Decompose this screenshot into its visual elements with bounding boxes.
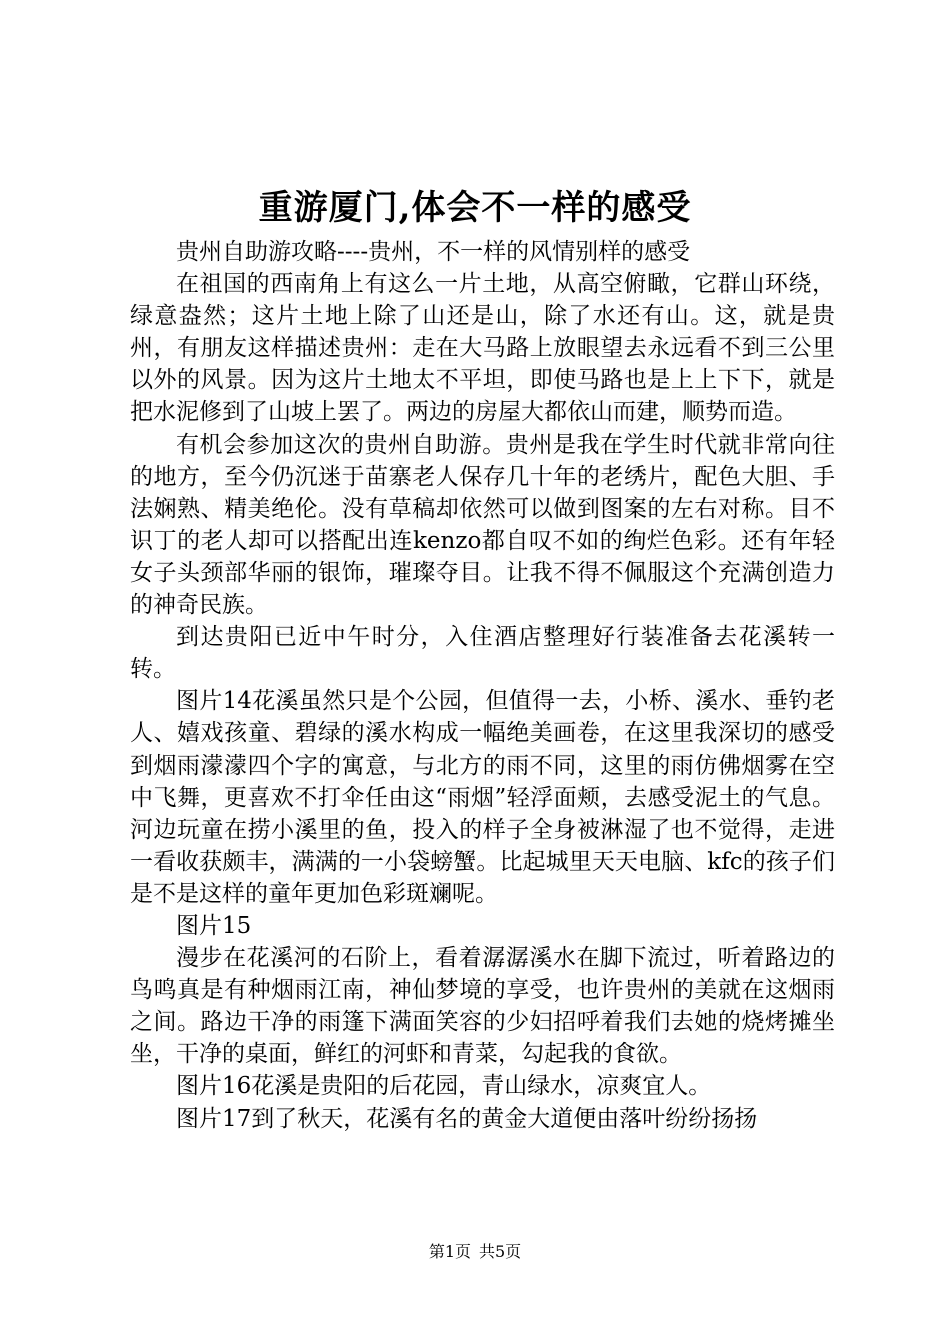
paragraph-8: 图片16花溪是贵阳的后花园，青山绿水，凉爽宜人。 xyxy=(176,1073,712,1100)
paragraph-3: 有机会参加这次的贵州自助游。贵州是我在学生时代就非常向往的地方，至今仍沉迷于苗寨老人保存几十年的老绣片，配色大胆、手法娴熟、精美绝伦。没有草稿却依然可以做到图案的左右对称。目不识丁的老人却可以搭配出连kenzo都自叹不如的绚烂色彩。还有年轻女子头颈部华丽的银饰，璀璨夺目。让我不得不佩服这个充满创造力的神奇民族。 xyxy=(130,431,835,619)
document-title: 重游厦门,体会不一样的感受 xyxy=(258,188,692,228)
document-body xyxy=(130,236,835,1135)
paragraph-9: 图片17到了秋天，花溪有名的黄金大道便由落叶纷纷扬扬 xyxy=(176,1105,758,1132)
paragraph-1: 贵州自助游攻略----贵州，不一样的风情别样的感受 xyxy=(176,239,691,265)
paragraph-6: 图片15 xyxy=(176,912,252,939)
paragraph-2: 在祖国的西南角上有这么一片土地，从高空俯瞰，它群山环绕，绿意盎然；这片土地上除了山还是山，除了水还有山。这，就是贵州，有朋友这样描述贵州：走在大马路上放眼望去永远看不到三公里以外的风景。因为这片土地太不平坦，即使马路也是上上下下，就是把水泥修到了山坡上罢了。两边的房屋大都依山而建，顺势而造。 xyxy=(130,271,835,426)
paragraph-7: 漫步在花溪河的石阶上，看着潺潺溪水在脚下流过，听着路边的鸟鸣真是有种烟雨江南，神仙梦境的享受，也许贵州的美就在这烟雨之间。路边干净的雨篷下满面笑容的少妇招呼着我们去她的烧烤摊坐坐，干净的桌面，鲜红的河虾和青菜，勾起我的食欲。 xyxy=(130,945,835,1068)
page-footer xyxy=(0,1240,950,1264)
paragraph-5: 图片14花溪虽然只是个公园，但值得一去，小桥、溪水、垂钓老人、嬉戏孩童、碧绿的溪水构成一幅绝美画卷，在这里我深切的感受到烟雨濛濛四个字的寓意，与北方的雨不同，这里的雨仿佛烟雾在空中飞舞，更喜欢不打伞任由这“雨烟”轻浮面颊，去感受泥土的气息。河边玩童在捞小溪里的鱼，投入的样子全身被淋湿了也不觉得，走进一看收获颇丰，满满的一小袋螃蟹。比起城里天天电脑、kfc的孩子们是不是这样的童年更加色彩斑斓呢。 xyxy=(130,688,835,907)
page-number: 第1页 xyxy=(428,1242,471,1261)
page-total: 共5页 xyxy=(479,1242,522,1261)
paragraph-4: 到达贵阳已近中午时分，入住酒店整理好行装准备去花溪转一转。 xyxy=(130,624,835,683)
